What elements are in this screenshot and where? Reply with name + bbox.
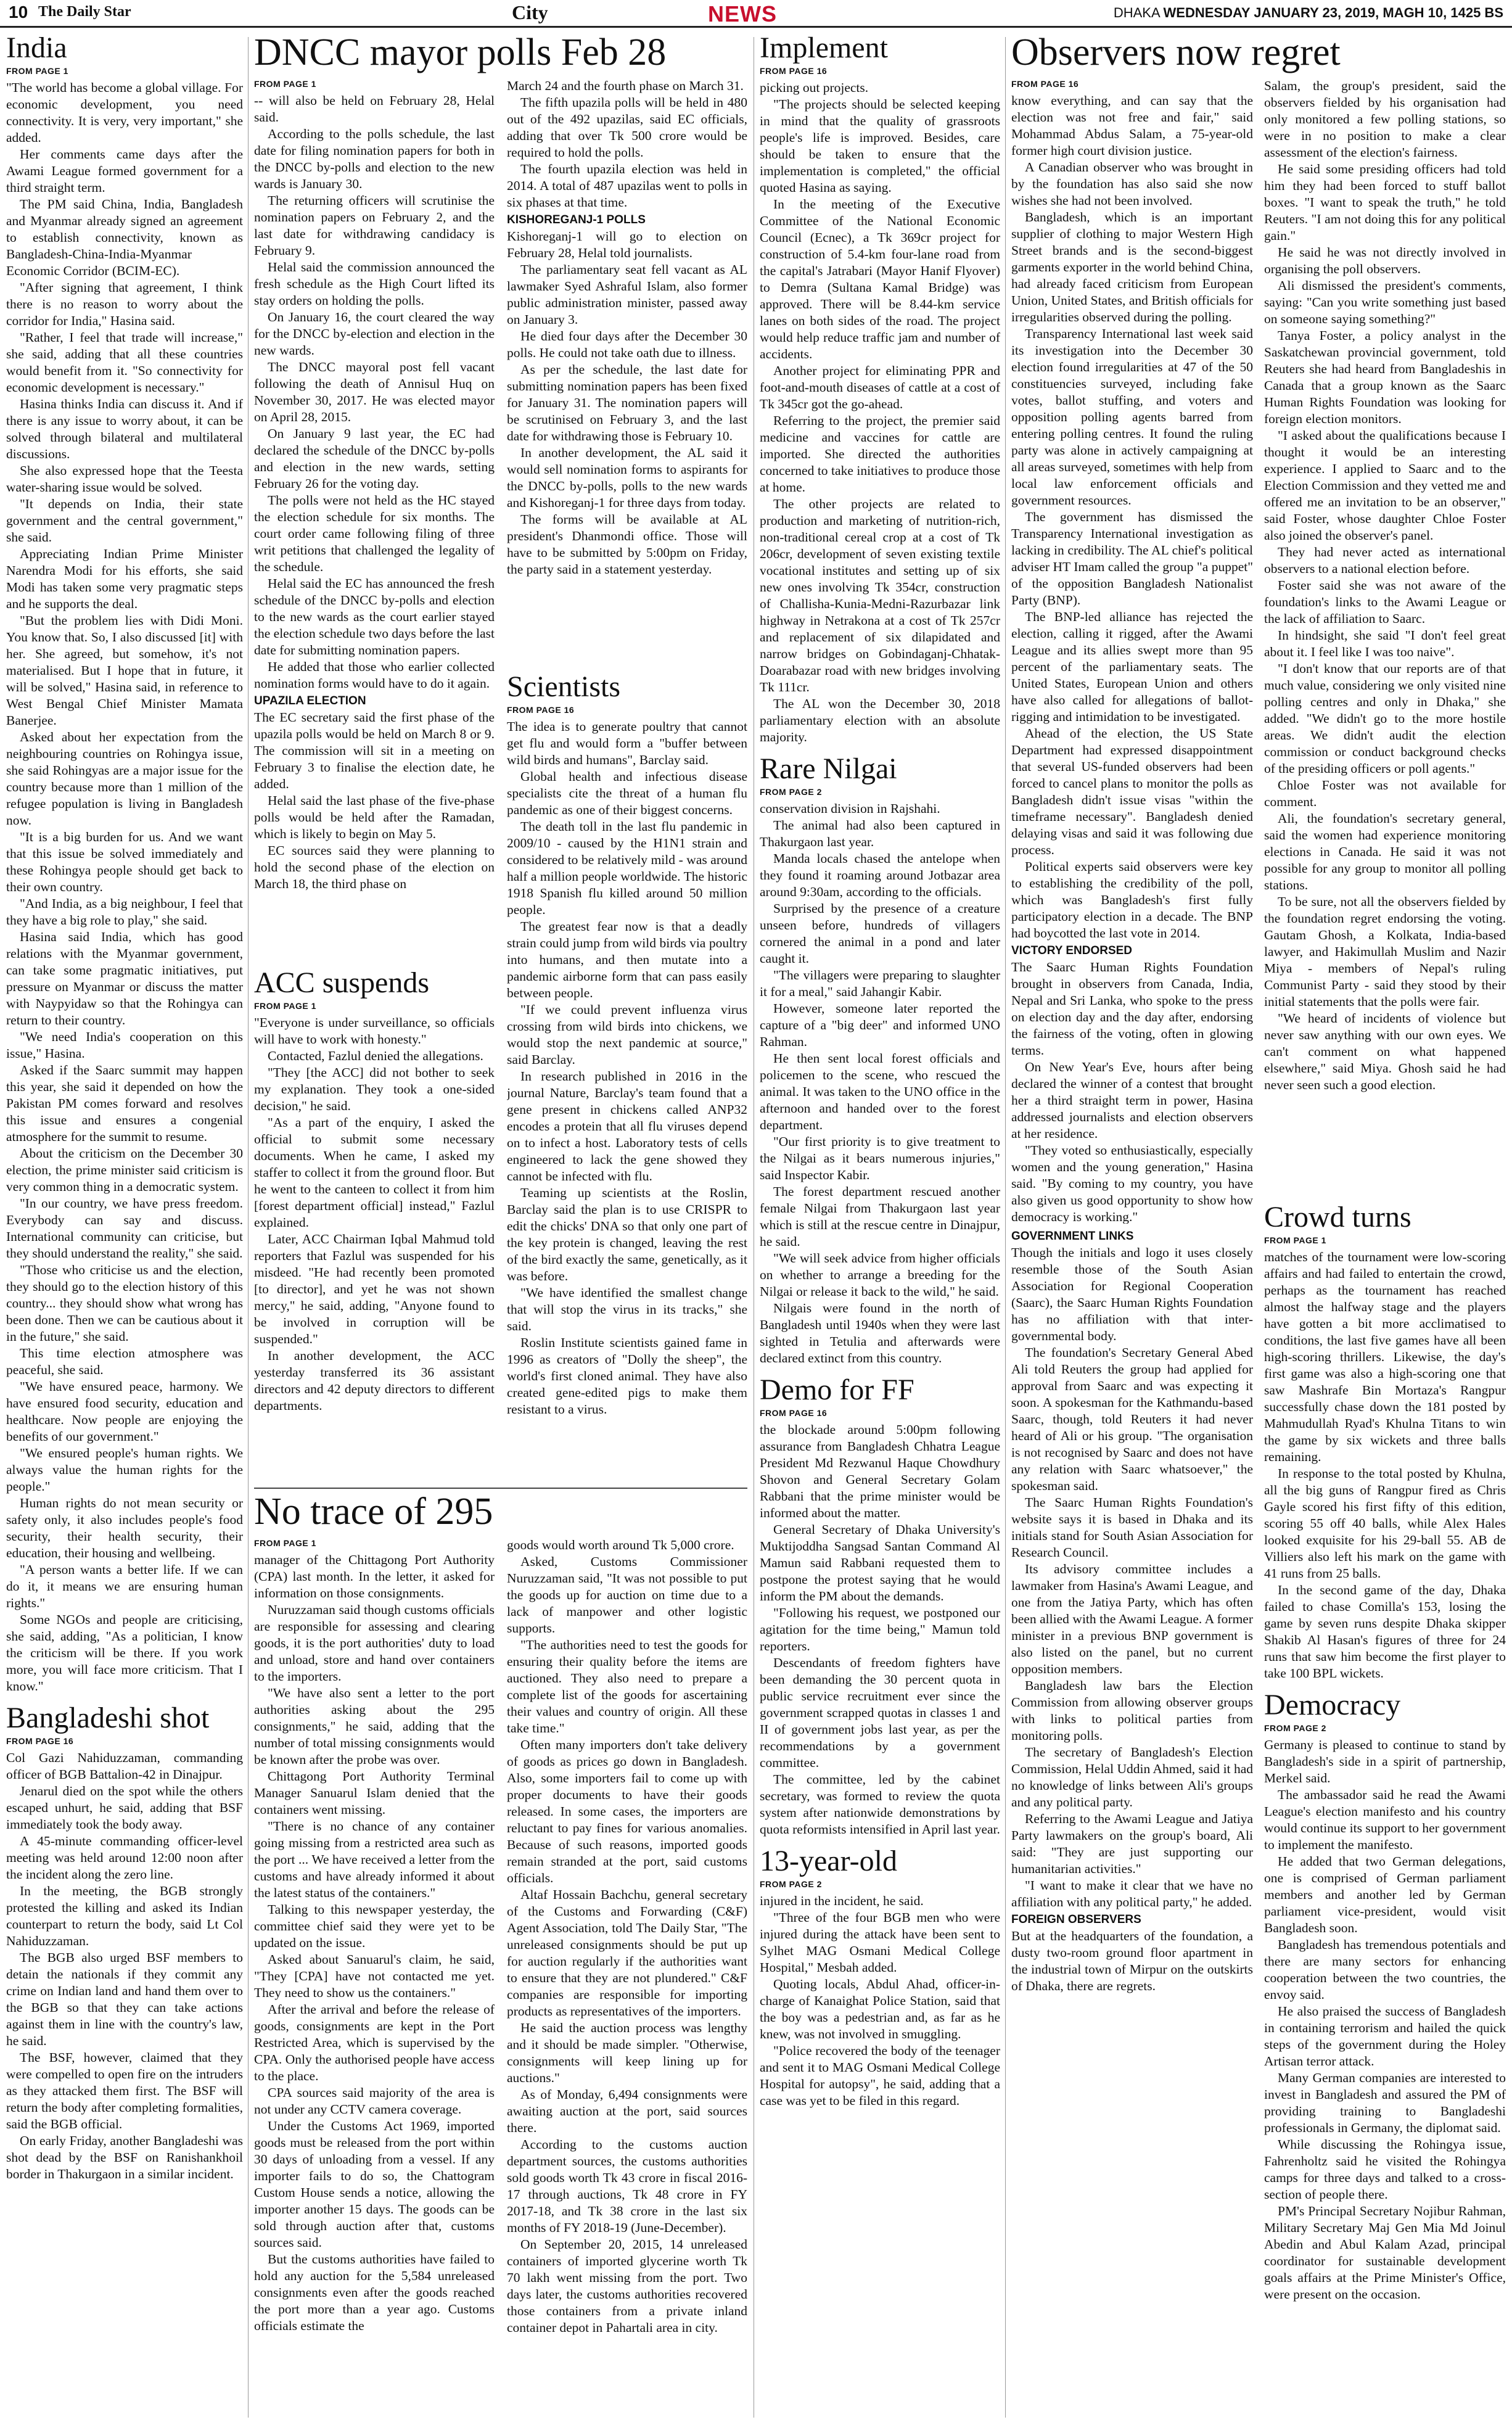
paragraph: conservation division in Rajshahi. xyxy=(760,801,940,816)
paragraph: He said some presiding officers had told him they had been forced to stuff ballot boxes. "I want to speak the truth," he told Reuters. "I am not doing this for any political gain." xyxy=(1264,162,1506,243)
paragraph: He added that two German delegations, one is comprised of German parliament members and another led by German parliament vice-president, would visit Bangladesh soon. xyxy=(1264,1853,1506,1935)
subhead: GOVERNMENT LINKS xyxy=(1011,1230,1134,1243)
paragraph: Chittagong Port Authority Terminal Manager Sanuarul Islam denied that the containers went missing. xyxy=(254,1769,495,1817)
paragraph: To be sure, not all the observers fielded by the foundation regret endorsing the voting. Gautam Ghosh, a Kolkata, India-based lawyer, and Hakimullah Muslim and Nazir Miya - members of Nepal's ruling Communist Party - said they stood by their initial statements that the polls were fair. xyxy=(1264,894,1506,1009)
paragraph: Another project for eliminating PPR and foot-and-mouth diseases of cattle at a cost of Tk 345cr got the go-ahead. xyxy=(760,363,1000,411)
paragraph: General Secretary of Dhaka University's Muktijoddha Sangsad Santan Command Al Mamun said Rabbani requested them to postpone the protest saying that he would inform the PM about the demands. xyxy=(760,1521,1000,1604)
paragraph: "We have ensured peace, harmony. We have ensured food security, education and healthcare. Now people are enjoying the benefits of our government." xyxy=(6,1378,243,1444)
column-rule xyxy=(248,37,249,2418)
paragraph: On early Friday, another Bangladeshi was shot dead by the BSF on Ranishankhoil border in Thakurgaon in a similar incident. xyxy=(6,2133,243,2181)
source-label: FROM PAGE 2 xyxy=(760,786,822,797)
paragraph: "We have identified the smallest change that will stop the virus in its tracks," she said. xyxy=(507,1285,747,1333)
paragraph: The polls were not held as the HC stayed the election schedule for six months. The court order came following filing of three writ petitions that challenged the legality of the schedule. xyxy=(254,493,495,574)
paragraph: injured in the incident, he said. xyxy=(760,1893,924,1908)
source-label: FROM PAGE 16 xyxy=(760,65,828,76)
paragraph: Asked, Customs Commissioner Nuruzzaman said, "It was not possible to put the goods up for auction on time due to a lack of manpower and other logistic supports. xyxy=(507,1554,747,1636)
paragraph: As per the schedule, the last date for submitting nomination papers has been fixed for January 31. The nomination papers will be scrutinised on February 3, and the last date for withdrawing those is February 10. xyxy=(507,362,747,443)
story-13-year-old xyxy=(760,1844,1000,2109)
paragraph: Descendants of freedom fighters have been demanding the 30 percent quota in public service recruitment ever since the government scrapped quotas in classes 1 and II of government jobs last year, as per the recommendations by a government committee. xyxy=(760,1655,1000,1770)
paragraph: "The authorities need to test the goods for ensuring their quality before the items are auctioned. They also need to prepare a complete list of the goods for ascertaining their values and country of origin. All these take time." xyxy=(507,1637,747,1735)
paragraph: "I want to make it clear that we have no affiliation with any political party," he added. xyxy=(1011,1878,1253,1909)
paragraph: About the criticism on the December 30 election, the prime minister said criticism is very common thing in a democratic system. xyxy=(6,1145,243,1194)
paragraph: matches of the tournament were low-scoring affairs and had failed to entertain the crowd, perhaps as the tournament has reached almost the halfway stage and the players have gotten a bit more acclimatised to conditions, the last five games have all been high-scoring thrillers. Likewise, the day's first game was also a high-scoring one that saw Mashrafe Bin Mortaza's Rangpur successfully chase down the 181 posted by Mahmudullah Ryad's Khulna Titans to win the game by six wickets and three balls remaining. xyxy=(1264,1249,1506,1464)
paragraph: Ahead of the election, the US State Department had expressed disappointment that several US-funded observers had been forced to cancel plans to monitor the polls as Bangladesh didn't issue visas "within the timeframe necessary". Bangladesh denied delaying visas and said it was following due process. xyxy=(1011,726,1253,857)
paragraph: Asked about her expectation from the neighbouring countries on Rohingya issue, she said Rohingyas are a major issue for the country because more than 1 million of the refugee population is living in Bangladesh now. xyxy=(6,729,243,828)
paragraph: Tanya Foster, a policy analyst in the Saskatchewan provincial government, told Reuters she had heard from Bangladeshis in Canada that a group known as the Saarc Human Rights Foundation was looking for foreign election monitors. xyxy=(1264,328,1506,426)
paragraph: Bangladesh, which is an important supplier of clothing to major Western High Street brands and is the second-biggest garments exporter in the world behind China, had already faced criticism from European Union, United States, and British officials for irregularities observed during the polling. xyxy=(1011,210,1253,324)
paragraph: Salam, the group's president, said the observers fielded by his organisation had only monitored a few polling stations, so were in no position to make a clear assessment of the election's fairness. xyxy=(1264,78,1506,160)
paragraph: In another development, the AL said it would sell nomination forms to aspirants for the DNCC by-polls, polls to the new wards and Kishoreganj-1 for three days from today. xyxy=(507,445,747,510)
paragraph: "We have also sent a letter to the port authorities asking about the 295 consignments," he said, adding that the number of total missing consignments would be known after the probe was over. xyxy=(254,1686,495,1767)
paragraph: The AL won the December 30, 2018 parliamentary election with an absolute majority. xyxy=(760,696,1000,744)
paragraph: The forms will be available at AL president's Dhanmondi office. Those will have to be submitted by 5:00pm on Friday, the party said in a statement yesterday. xyxy=(507,512,747,577)
date-prefix: DHAKA xyxy=(1113,5,1164,20)
paragraph: Nuruzzaman said though customs officials are responsible for assessing and clearing goods, it is the port authorities' duty to load and unload, store and hand over containers to the importers. xyxy=(254,1602,495,1684)
paragraph: The Saarc Human Rights Foundation brought in observers from Canada, India, Nepal and Sri Lanka, who spoke to the press on election day and the day after, endorsing the fairness of the voting, often in glowing terms. xyxy=(1011,960,1253,1058)
paragraph: Manda locals chased the antelope when they found it roaming around Jotbazar area around 9:30am, according to the officials. xyxy=(760,850,1000,899)
column-rule xyxy=(1005,37,1006,2418)
paragraph: "We will seek advice from higher officials on whether to arrange a breeding for the Nilgai or release it back to the wild," he said. xyxy=(760,1250,1000,1299)
headline: Crowd turns xyxy=(1264,1203,1411,1233)
source-label: FROM PAGE 1 xyxy=(254,1538,316,1548)
paragraph: Foster said she was not aware of the foundation's links to the Awami League or the lack of affiliation to Saarc. xyxy=(1264,578,1506,626)
source-label: FROM PAGE 1 xyxy=(6,65,68,76)
paragraph: March 24 and the fourth phase on March 31. xyxy=(507,78,744,93)
paragraph: In the second game of the day, Dhaka failed to chase Comilla's 153, losing the game by seven runs despite Dhaka skipper Shakib Al Hasan's figures of three for 24 runs that saw him become the first player to take 100 BPL wickets. xyxy=(1264,1582,1506,1681)
subhead: VICTORY ENDORSED xyxy=(1011,944,1133,957)
masthead xyxy=(0,0,1512,28)
paragraph: Bangladesh has tremendous potentials and there are many sectors for enhancing cooperation between the two countries, the envoy said. xyxy=(1264,1937,1506,2002)
story-body xyxy=(507,718,747,1418)
paragraph: Asked if the Saarc summit may happen this year, she said it depended on how the Pakistan PM comes forward and resolves this issue and ensures a congenial atmosphere for the summit to resume. xyxy=(6,1062,243,1144)
paragraph: He said the auction process was lengthy and it should be made simpler. "Otherwise, consignments will keep lining up for auctions." xyxy=(507,2020,747,2085)
paragraph: Though the initials and logo it uses closely resemble those of the South Asian Association for Regional Cooperation (Saarc), the Saarc Human Rights Foundation has no affiliation with that inter-governmental body. xyxy=(1011,1245,1253,1343)
paragraph: A Canadian observer who was brought in by the foundation has also said she now wishes she had not been involved. xyxy=(1011,160,1253,208)
paragraph: The idea is to generate poultry that cannot get flu and would form a "buffer between wild birds and humans", Barclay said. xyxy=(507,718,747,767)
story-body xyxy=(254,709,495,892)
paragraph: "I asked about the qualifications because I thought it would be an interesting experience. I applied to Saarc and to the Election Commission and they vetted me and offered me an invitation to be an observer," said Foster, whose daughter Chloe Foster also joined the observer's panel. xyxy=(1264,428,1506,543)
story-body xyxy=(6,1750,243,2183)
paragraph: The PM said China, India, Bangladesh and Myanmar already signed an agreement to establish connectivity, known as Bangladesh-China-India-Myanmar Economic Corridor (BCIM-EC). xyxy=(6,196,243,278)
paper-name: The Daily Star xyxy=(38,4,131,20)
notrace-col-a xyxy=(254,1537,495,2334)
paragraph: The BGB also urged BSF members to detain the nationals if they commit any crime on Indian land and hand them over to the BGB so that they can take actions against them in line with the country's law, he said. xyxy=(6,1949,243,2048)
paragraph: "A person wants a better life. If we can do it, it means we are ensuring human rights." xyxy=(6,1562,243,1610)
paragraph: Col Gazi Nahiduzzaman, commanding officer of BGB Battalion-42 in Dinajpur. xyxy=(6,1750,243,1782)
paragraph: The forest department rescued another female Nilgai from Thakurgaon last year which is still at the rescue centre in Dinajpur, he said. xyxy=(760,1184,1000,1249)
dateline xyxy=(1114,5,1503,21)
paragraph: On January 16, the court cleared the way for the DNCC by-election and election in the new wards. xyxy=(254,310,495,358)
paragraph: Roslin Institute scientists gained fame in 1996 as creators of "Dolly the sheep", the world's first cloned animal. They have also created gene-edited pigs to make them resistant to a virus. xyxy=(507,1335,747,1417)
paragraph: Appreciating Indian Prime Minister Narendra Modi for his efforts, she said Modi has taken some very pragmatic steps and he supports the deal. xyxy=(6,546,243,611)
observers-col-b xyxy=(1264,78,1506,1093)
paragraph: The animal had also been captured in Thakurgaon last year. xyxy=(760,817,1000,849)
subhead: UPAZILA ELECTION xyxy=(254,694,366,707)
paragraph: Global health and infectious disease specialists cite the threat of a human flu pandemic as one of their biggest concerns. xyxy=(507,768,747,817)
source-label: FROM PAGE 1 xyxy=(254,1000,316,1011)
paragraph: He added that those who earlier collected nomination forms would have to do it again. xyxy=(254,659,495,691)
paragraph: But the customs authorities have failed to hold any auction for the 5,584 unreleased consignments even after the goods reached the port more than a year ago. Customs officials estimate the xyxy=(254,2252,495,2333)
paragraph: Bangladesh law bars the Election Commission from allowing observer groups with links to political parties from monitoring polls. xyxy=(1011,1678,1253,1743)
headline: 13-year-old xyxy=(760,1844,897,1877)
paragraph: Its advisory committee includes a lawmaker from Hasina's Awami League, and one from the Jatiya Party, which has often been allied with the Awami League. A former minister in a previous BNP government is also listed on the panel, but no current opposition members. xyxy=(1011,1562,1253,1676)
date-bold: WEDNESDAY JANUARY 23, 2019, xyxy=(1163,5,1383,20)
paragraph: "There is no chance of any container going missing from a restricted area such as the port ... We have received a letter from the customs and have already informed it about the latest status of the containers." xyxy=(254,1819,495,1900)
paragraph: He said he was not directly involved in organising the poll observers. xyxy=(1264,245,1506,276)
headline: Rare Nilgai xyxy=(760,752,897,785)
paragraph: They had never acted as international observers to a national election before. xyxy=(1264,545,1506,576)
paragraph: "Rather, I feel that trade will increase," she said, adding that all these countries would benefit from it. "So connectivity for economic development is necessary." xyxy=(6,329,243,395)
paragraph: As of Monday, 6,494 consignments were awaiting auction at the port, said sources there. xyxy=(507,2087,747,2135)
paragraph: However, someone later reported the capture of a "big deer" and informed UNO Rahman. xyxy=(760,1000,1000,1049)
paragraph: "It is a big burden for us. And we want that this issue be solved immediately and these Rohingya people should get back to their own country. xyxy=(6,829,243,894)
paragraph: According to the customs auction department sources, the customs authorities sold goods worth Tk 43 crore in fiscal 2016-17 through auctions, Tk 48 crore in FY 2017-18, and Tk 38 crore in the last six months of FY 2018-19 (June-December). xyxy=(507,2137,747,2235)
headline: Bangladeshi shot xyxy=(6,1701,210,1734)
paragraph: "The projects should be selected keeping in mind that the quality of grassroots people's life is improved. Besides, care should be taken to ensure that the implementation is completed," the official quoted Hasina as saying. xyxy=(760,96,1000,195)
paragraph: "Police recovered the body of the teenager and sent it to MAG Osmani Medical College Hospital for autopsy", he said, adding that a case was yet to be filed in this regard. xyxy=(760,2043,1000,2108)
source-label: FROM PAGE 16 xyxy=(1011,79,1079,89)
story-body xyxy=(1011,93,1253,942)
paragraph: Human rights do not mean security or safety only, it also includes people's food security, their health security, their education, their housing and wellbeing. xyxy=(6,1495,243,1560)
paragraph: On January 9 last year, the EC had declared the schedule of the DNCC by-polls and election in the new wards, setting February 26 for the voting day. xyxy=(254,426,495,491)
paragraph: Her comments came days after the Awami League formed government for a third straight term. xyxy=(6,146,243,195)
paragraph: "But the problem lies with Didi Moni. You know that. So, I also discussed [it] with her. She agreed, but somehow, it's not materialised. But I hope that in future, it will be solved," Hasina said, in reference to West Bengal Chief Minister Mamata Banerjee. xyxy=(6,612,243,728)
paragraph: "If we could prevent influenza virus crossing from wild birds into chickens, we would stop the next pandemic at source," said Barclay. xyxy=(507,1002,747,1067)
story-body xyxy=(760,80,1000,746)
headline: Demo for FF xyxy=(760,1373,914,1406)
paragraph: "Everyone is under surveillance, so officials will have to work with honesty." xyxy=(254,1015,495,1047)
section-tag: NEWS xyxy=(708,1,777,27)
paragraph: He then sent local forest officials and policemen to the scene, who rescued the animal. It was taken to the UNO office in the afternoon and handed over to the forest department. xyxy=(760,1050,1000,1132)
paragraph: Kishoreganj-1 will go to election on February 28, Helal told journalists. xyxy=(507,229,747,260)
source-label: FROM PAGE 1 xyxy=(254,79,316,89)
paragraph: Referring to the project, the premier said medicine and vaccines for cattle are imported. She directed the authorities concerned to take initiatives to produce those at home. xyxy=(760,413,1000,495)
story-no-trace xyxy=(254,1492,747,2418)
paragraph: The DNCC mayoral post fell vacant following the death of Annisul Huq on November 30, 2017. He was elected mayor on April 28, 2015. xyxy=(254,360,495,424)
paragraph: "It depends on India, their state government and the central government," she said. xyxy=(6,496,243,545)
headline: Scientists xyxy=(507,672,621,703)
headline: India xyxy=(6,33,67,64)
paragraph: On September 20, 2015, 14 unreleased containers of imported glycerine worth Tk 70 lakh went missing from the port. Two days later, the customs authorities recovered those containers from a private inland container depot in Pahartali area in city. xyxy=(507,2237,747,2335)
paragraph: In another development, the ACC yesterday transferred its 36 assistant directors and 42 deputy directors to different departments. xyxy=(254,1348,495,1413)
story-body xyxy=(254,1015,495,1414)
notrace-col-b xyxy=(507,1537,747,2336)
story-acc xyxy=(254,968,495,1486)
story-body xyxy=(507,1537,747,2336)
story-body xyxy=(1264,1249,1506,1682)
dncc-col-b xyxy=(507,78,747,578)
story-body xyxy=(1011,1928,1253,1995)
column-6-lower xyxy=(1264,1203,1506,2418)
paragraph: The returning officers will scrutinise the nomination papers on February 2, and the last date for withdrawing candidacy is February 9. xyxy=(254,193,495,258)
subhead: KISHOREGANJ-1 POLLS xyxy=(507,213,646,226)
source-label: FROM PAGE 16 xyxy=(6,1735,74,1746)
paragraph: picking out projects. xyxy=(760,80,869,95)
paragraph: PM's Principal Secretary Nojibur Rahman, Military Secretary Maj Gen Mia Md Joinul Abedin and Abul Kalam Azad, principal coordinator for sustainable development goals affairs at the Prime Minister's Office, were present on the occasion. xyxy=(1264,2203,1506,2302)
story-body xyxy=(760,1422,1000,1838)
story-body xyxy=(1011,959,1253,1224)
paragraph: Surprised by the presence of a creature unseen before, hundreds of villagers cornered the animal in a pond and later caught it. xyxy=(760,900,1000,966)
paragraph: In research published in 2016 in the journal Nature, Barclay's team found that a gene present in chickens called ANP32 encodes a protein that all flu viruses depend on to infect a host. Laboratory tests of cells engineered to lack the gene showed they cannot be infected with flu. xyxy=(507,1068,747,1184)
paragraph: "We ensured people's human rights. We always value the human rights for the people." xyxy=(6,1445,243,1494)
paragraph: "As a part of the enquiry, I asked the official to submit some necessary documents. When he came, I asked my staffer to collect it from the ground floor. But he went to the canteen to collect it from him [forest department official] instead," Fazlul explained. xyxy=(254,1114,495,1230)
source-label: FROM PAGE 1 xyxy=(1264,1235,1326,1245)
column-4 xyxy=(760,33,1000,2420)
paragraph: "We need India's cooperation on this issue," Hasina. xyxy=(6,1029,243,1061)
story-scientists xyxy=(507,672,747,1486)
source-label: FROM PAGE 16 xyxy=(760,1407,828,1418)
source-label: FROM PAGE 16 xyxy=(507,704,575,715)
story-body xyxy=(760,1893,1000,2109)
paragraph: Hasina thinks India can discuss it. And if there is any issue to worry about, it can be solved through bilateral and multilateral discussions. xyxy=(6,396,243,461)
paragraph: He died four days after the December 30 polls. He could not take oath due to illness. xyxy=(507,329,747,360)
story-body xyxy=(507,228,747,578)
paragraph: "We heard of incidents of violence but never saw anything with our own eyes. We can't comment on what happened elsewhere," said Miya. Ghosh said he had never seen such a good election. xyxy=(1264,1011,1506,1092)
paragraph: The Saarc Human Rights Foundation's website says it is based in Dhaka and its initials stand for South Asian Association for Research Council. xyxy=(1011,1495,1253,1560)
story-body xyxy=(1264,1737,1506,2303)
story-bangladeshi-shot xyxy=(6,1703,243,2183)
paragraph: Later, ACC Chairman Iqbal Mahmud told reporters that Fazlul was suspended for his misdeed. "He had recently been promoted [to director], and yet he was not shown mercy," he said, adding, "Anyone found to be involved in corruption will be suspended." xyxy=(254,1231,495,1346)
paragraph: But at the headquarters of the foundation, a dusty two-room ground floor apartment in the industrial town of Mirpur on the outskirts of Dhaka, there are regrets. xyxy=(1011,1929,1253,1993)
subhead: FOREIGN OBSERVERS xyxy=(1011,1913,1141,1926)
story-implement xyxy=(760,33,1000,746)
paragraph: "Three of the four BGB men who were injured during the attack have been sent to Sylhet MAG Osmani Medical College Hospital," Mesbah added. xyxy=(760,1909,1000,1975)
paragraph: Transparency International last week said its investigation into the December 30 election found irregularities at 47 of the 50 constituencies surveyed, including fake votes, ballot stuffing, and voters and opposition polling agents barred from entering polling centres. It found the ruling party was alone in actively campaigning at all areas surveyed, sometimes with help from local law enforcement officials and government resources. xyxy=(1011,326,1253,508)
story-body xyxy=(254,1552,495,2334)
paragraph: Asked about Sanuarul's claim, he said, "They [CPA] have not contacted me yet. They need to show us the containers." xyxy=(254,1952,495,2000)
paragraph: Referring to the Awami League and Jatiya Party lawmakers on the group's board, Ali said: "They are just supporting our humanitarian activities." xyxy=(1011,1811,1253,1876)
story-democracy xyxy=(1264,1690,1506,2303)
headline: Democracy xyxy=(1264,1688,1401,1721)
paragraph: Some NGOs and people are criticising, she said, adding, "As a politician, I know the criticism will be there. If you work more, you will face more criticism. That I know." xyxy=(6,1612,243,1694)
paragraph: While discussing the Rohingya issue, Fahrenholtz said he visited the Rohingya camps for three days and talked to a cross-section of people there. xyxy=(1264,2136,1506,2202)
paragraph: The committee, led by the cabinet secretary, was formed to review the quota system after nationwide demonstrations by quota reformists intensified in April last year. xyxy=(760,1771,1000,1837)
paragraph: The fifth upazila polls will be held in 480 out of the 492 upazilas, said EC officials, adding that over Tk 500 crore would be required to hold the polls. xyxy=(507,95,747,160)
column-1 xyxy=(6,33,243,2420)
story-india xyxy=(6,33,243,1695)
paragraph: He also praised the success of Bangladesh in containing terrorism and hailed the quick steps of the government during the Holey Artisan terror attack. xyxy=(1264,2003,1506,2069)
paragraph: The foundation's Secretary General Abed Ali told Reuters the group had applied for approval from Saarc and was expecting it soon. A spokesman for the Kathmandu-based Saarc, though, told Reuters it had never heard of Ali or his group. "The organisation is not recognised by Saarc and does not have any relation with Saarc whatsoever," the spokesman said. xyxy=(1011,1345,1253,1493)
paragraph: Germany is pleased to continue to stand by Bangladesh's side in a spirit of partnership, Merkel said. xyxy=(1264,1737,1506,1785)
paragraph: Political experts said observers were key to establishing the credibility of the poll, which was Bangladesh's first fully participatory election in a decade. The BNP had boycotted the last vote in 2014. xyxy=(1011,859,1253,941)
story-body xyxy=(1264,78,1506,1093)
paragraph: The fourth upazila election was held in 2014. A total of 487 upazilas went to polls in six phases at that time. xyxy=(507,162,747,210)
paragraph: According to the polls schedule, the last date for filing nomination papers for both in the DNCC by-polls and election to the new wards is January 30. xyxy=(254,126,495,191)
story-rare-nilgai xyxy=(760,754,1000,1367)
paragraph: Altaf Hossain Bachchu, general secretary of the Customs and Forwarding (C&F) Agent Association, told The Daily Star, "The unreleased consignments should be put up for auction regularly if the authorities want to ensure that they are not plundered." C&F companies are responsible for importing products as representatives of the importers. xyxy=(507,1887,747,2019)
paragraph: EC sources said they were planning to hold the second phase of the election on March 18, the third phase on xyxy=(254,843,495,891)
paragraph: Talking to this newspaper yesterday, the committee chief said they were yet to be updated on the issue. xyxy=(254,1902,495,1950)
paragraph: "Following his request, we postponed our agitation for the time being," Mamun told reporters. xyxy=(760,1605,1000,1653)
paragraph: The EC secretary said the first phase of the upazila polls would be held on March 8 or 9. The commission will sit in a meeting on February 3 to finalise the election date, he added. xyxy=(254,710,495,791)
paragraph: goods would worth around Tk 5,000 crore. xyxy=(507,1538,734,1552)
story-body xyxy=(254,93,495,692)
paragraph: In the meeting of the Executive Committee of the National Economic Council (Ecnec), a Tk 369cr project for construction of 5.4-km four-lane road from the capital's Jatrabari (Mayor Hanif Flyover) to Demra (Sultana Kamal Bridge) was approved. There will be 8.44-km service lanes on both sides of the road. The project would help reduce traffic jam and number of accidents. xyxy=(760,196,1000,361)
paragraph: Chloe Foster was not available for comment. xyxy=(1264,778,1506,809)
paragraph: After the arrival and before the release of goods, consignments are kept in the Port Restricted Area, which is supervised by the CPA. Only the authorised people have access to the place. xyxy=(254,2002,495,2083)
paragraph: This time election atmosphere was peaceful, she said. xyxy=(6,1345,243,1377)
paragraph: "And India, as a big neighbour, I feel that they have a big role to play," she said. xyxy=(6,895,243,928)
paragraph: The parliamentary seat fell vacant as AL lawmaker Syed Ashraful Islam, also former public administration minister, passed away on January 3. xyxy=(507,262,747,327)
paragraph: Many German companies are interested to invest in Bangladesh and assured the PM of providing training to Bangladeshi professionals in Germany, the diplomat said. xyxy=(1264,2070,1506,2135)
page-number: 10 xyxy=(9,2,28,22)
paragraph: In response to the total posted by Khulna, all the big guns of Rangpur fired as Chris Gayle scored his first fifty of this edition, scoring 55 off 40 balls, while Alex Hales looked exquisite for his 29-ball 55. AB de Villiers also left his mark on the game with 41 runs from 25 balls. xyxy=(1264,1465,1506,1581)
paragraph: "I don't know that our reports are of that much value, considering we only visited nine polling centres and only in Dhaka," she added. "We didn't go to the more hostile areas. We didn't audit the election commission or conduct background checks of the presiding officers or poll agents." xyxy=(1264,661,1506,776)
paragraph: "The villagers were preparing to slaughter it for a meal," said Jahangir Kabir. xyxy=(760,967,1000,999)
paragraph: Helal said the EC has announced the fresh schedule of the DNCC by-polls and election to the new wards as the court earlier stayed the election schedule two days before the last date for submitting nomination papers. xyxy=(254,576,495,657)
story-body xyxy=(507,78,747,211)
observers-col-a xyxy=(1011,78,1253,1224)
paragraph: know everything, and can say that the election was not free and fair," said Mohammad Abdus Salam, a 75-year-old former high court division justice. xyxy=(1011,93,1253,158)
paragraph: The death toll in the last flu pandemic in 2009/10 - caused by the H1N1 strain and considered to be relatively mild - was around half a million people worldwide. The historic 1918 Spanish flu killed around 50 million people. xyxy=(507,818,747,917)
paragraph: Often many importers don't take delivery of goods as prices go down in Bangladesh. Also, some importers fail to come up with proper documents to have their goods released. In some cases, the importers are reluctant to pay fines for various anomalies. Because of such reasons, imported goods remain stranded at the port, said customs officials. xyxy=(507,1737,747,1885)
headline: Observers now regret xyxy=(1011,33,1341,73)
paragraph: "The world has become a global village. For economic development, you need connectivity. It is very, very important," she added. xyxy=(6,80,243,145)
story-observers-cont xyxy=(1011,1227,1253,2418)
paragraph: the blockade around 5:00pm following assurance from Bangladesh Chhatra League President Md Rezwanul Haque Chowdhury Shovon and General Secretary Golam Rabbani that the prime minister would be informed about the matter. xyxy=(760,1422,1000,1520)
section-divider xyxy=(254,1488,747,1489)
paragraph: "In our country, we have press freedom. Everybody can say and discuss. International community can criticise, but they should understand the reality," she said. xyxy=(6,1195,243,1261)
paragraph: "Those who criticise us and the election, they should go to the election history of this country... they should show what wrong has been done. Then we can be cautious about it in the future," she said. xyxy=(6,1262,243,1344)
date-rest: MAGH 10, 1425 BS xyxy=(1383,5,1503,20)
story-body xyxy=(6,80,243,1695)
section-name: City xyxy=(512,1,548,23)
paragraph: On New Year's Eve, hours after being declared the winner of a contest that brought her a third straight term in power, Hasina addressed journalists and election observers at her residence. xyxy=(1011,1060,1253,1141)
paragraph: Contacted, Fazlul denied the allegations. xyxy=(268,1048,483,1063)
paragraph: Hasina said India, which has good relations with the Myanmar government, can take some pragmatic initiatives, put pressure on Myanmar or discuss the matter with Naypyidaw so that the Rohingya can return to their country. xyxy=(6,929,243,1027)
paragraph: The government has dismissed the Transparency International investigation as lacking in credibility. The AL chief's political adviser HT Imam called the group "a puppet" of the opposition Bangladesh Nationalist Party (BNP). xyxy=(1011,509,1253,607)
headline: No trace of 295 xyxy=(254,1492,493,1533)
paragraph: Nilgais were found in the north of Bangladesh until 1940s when they were last sighted in Tetulia and afterwards were declared extinct from this country. xyxy=(760,1300,1000,1365)
paragraph: Under the Customs Act 1969, imported goods must be released from the port within 30 days of unloading from a vessel. If any importer fails to do so, the Chattogram Custom House sends a notice, allowing the importer another 15 days. The goods can be sold through auction after that, customs sources said. xyxy=(254,2118,495,2250)
paragraph: -- will also be held on February 28, Helal said. xyxy=(254,93,495,125)
paragraph: Helal said the commission announced the fresh schedule as the High Court lifted its stay orders on holding the polls. xyxy=(254,260,495,308)
paragraph: Quoting locals, Abdul Ahad, officer-in-charge of Kanaighat Police Station, said that the boy was a pedestrian and, as far as he knew, was not involved in smuggling. xyxy=(760,1976,1000,2041)
paragraph: CPA sources said majority of the area is not under any CCTV camera coverage. xyxy=(254,2085,495,2117)
paragraph: Ali dismissed the president's comments, saying: "Can you write something just based on someone saying something?" xyxy=(1264,278,1506,326)
paragraph: "Our first priority is to give treatment to the Nilgai as it bears numerous injuries," said Inspector Kabir. xyxy=(760,1134,1000,1182)
paragraph: In the meeting, the BGB strongly protested the killing and asked its Indian counterpart to return the body, said Lt Col Nahiduzzaman. xyxy=(6,1883,243,1948)
story-body xyxy=(1011,1245,1253,1911)
paragraph: "They voted so enthusiastically, especially women and the young generation," Hasina said. "By coming to my country, you have also given us good opportunity to show how democracy is working." xyxy=(1011,1143,1253,1224)
paragraph: The BSF, however, claimed that they were compelled to open fire on the intruders as they attacked them first. The BSF will return the body after completing formalities, said the BGB official. xyxy=(6,2049,243,2131)
paragraph: Teaming up scientists at the Roslin, Barclay said the plan is to use CRISPR to edit the chicks' DNA so that only one part of the key protein is changed, leaving the rest of the bird exactly the same, genetically, as it was before. xyxy=(507,1185,747,1283)
paragraph: The greatest fear now is that a deadly strain could jump from wild birds via poultry into humans, and then mutate into a pandemic airborne form that can pass easily between people. xyxy=(507,918,747,1000)
source-label: FROM PAGE 2 xyxy=(760,1879,822,1889)
source-label: FROM PAGE 2 xyxy=(1264,1723,1326,1733)
paragraph: "After signing that agreement, I think there is no reason to worry about the corridor for India," Hasina said. xyxy=(6,279,243,328)
story-demo-for-ff xyxy=(760,1375,1000,1838)
paragraph: manager of the Chittagong Port Authority (CPA) last month. In the letter, it asked for information on those consignments. xyxy=(254,1552,495,1600)
story-observers xyxy=(1011,33,1506,1224)
paragraph: The other projects are related to production and marketing of nutrition-rich, non-traditional cereal crop at a cost of Tk 206cr, development of seven existing textile vocational institutes and setting up of six new ones involving Tk 354cr, construction of Challisha-Kunia-Medni-Razurbazar link highway in Netrakona at a cost of Tk 257cr and replacement of six dilapidated and narrow bridges on Gobindaganj-Chhatak-Doarabazar road with new bridges involving Tk 111cr. xyxy=(760,496,1000,694)
story-body xyxy=(760,801,1000,1367)
paragraph: The ambassador said he read the Awami League's election manifesto and his country would continue its support to her government to implement the manifesto. xyxy=(1264,1787,1506,1852)
paragraph: In hindsight, she said "I don't feel great about it. I feel like I was too naive". xyxy=(1264,628,1506,659)
dncc-col-a xyxy=(254,78,495,892)
paragraph: She also expressed hope that the Teesta water-sharing issue would be solved. xyxy=(6,463,243,495)
paragraph: The BNP-led alliance has rejected the election, calling it rigged, after the Awami League and its allies swept more than 95 percent of the parliamentary seats. The United States, European Union and others have also called for allegations of ballot-rigging and intimidation to be investigated. xyxy=(1011,609,1253,724)
paragraph: Jenarul died on the spot while the others escaped unhurt, he said, adding that BSF immediately took the body away. xyxy=(6,1783,243,1832)
paragraph: Helal said the last phase of the five-phase polls would be held after the Ramadan, which is likely to begin on May 5. xyxy=(254,793,495,841)
paragraph: Ali, the foundation's secretary general, said the women had experience monitoring elections in Canada. He said it was not possible for any group to monitor all polling stations. xyxy=(1264,811,1506,892)
headline: ACC suspends xyxy=(254,968,430,999)
paragraph: "They [the ACC] did not bother to seek my explanation. They took a one-sided decision," he said. xyxy=(254,1064,495,1113)
headline: DNCC mayor polls Feb 28 xyxy=(254,33,667,73)
paragraph: A 45-minute commanding officer-level meeting was held around 12:00 noon after the incident along the zero line. xyxy=(6,1833,243,1882)
paragraph: The secretary of Bangladesh's Election Commission, Helal Uddin Ahmed, said it had no knowledge of links between Ali's groups and any political party. xyxy=(1011,1745,1253,1809)
headline: Implement xyxy=(760,33,888,64)
story-crowd-turns xyxy=(1264,1203,1506,1682)
